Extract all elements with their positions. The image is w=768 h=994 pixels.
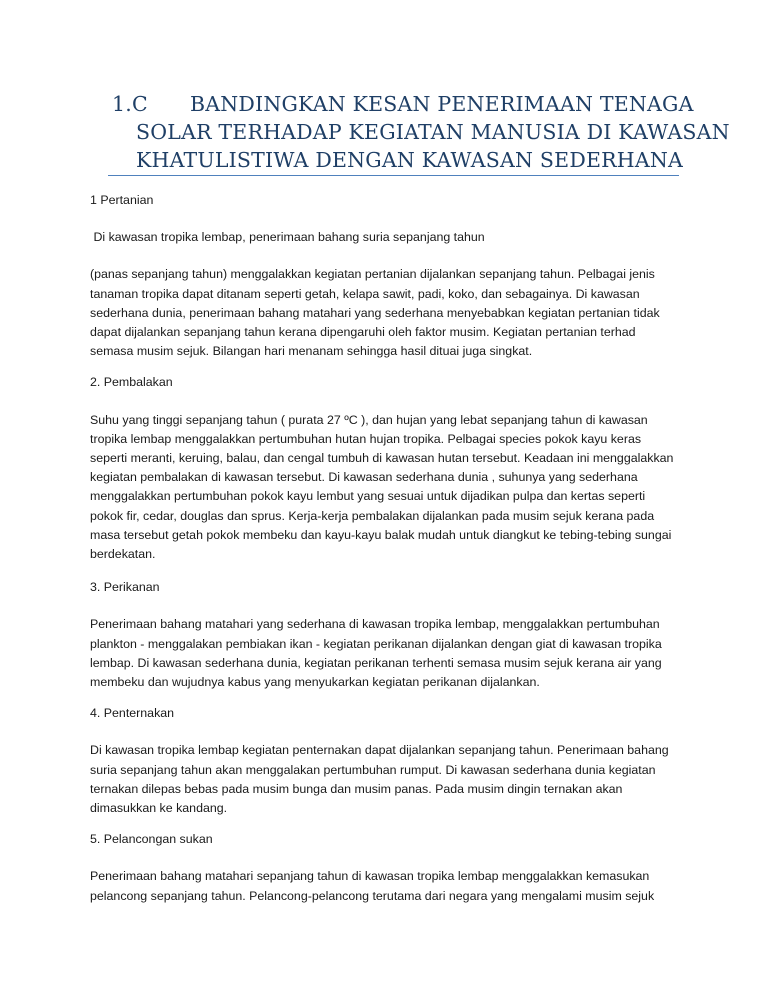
- title-text-1: BANDINGKAN KESAN PENERIMAAN TENAGA: [190, 92, 694, 116]
- title-number: 1.C: [112, 92, 148, 116]
- section-heading: 1 Pertanian: [90, 193, 154, 207]
- title-underline-rule: [108, 175, 679, 176]
- paragraph: Penerimaan bahang matahari sepanjang tahun di kawasan tropika lembap menggalakkan kemasukan pelancong sepanjang tahun. Pelancong-pelancong terutama dari negara yang mengalami musim sejuk: [90, 869, 655, 903]
- section-penternakan: [90, 704, 680, 818]
- document-body: [90, 191, 680, 918]
- paragraph: Di kawasan tropika lembap kegiatan penternakan dapat dijalankan sepanjang tahun. Penerimaan bahang suria sepanjang tahun akan menggalakan pertumbuhan rumput. Di kawasan sederhana dunia kegiatan ternakan dilepas bebas pada musim bunga dan musim panas. Pada musim dingin ternakan akan dimasukkan ke kandang.: [90, 743, 669, 816]
- section-heading: 3. Perikanan: [90, 580, 160, 595]
- section-heading: 2. Pembalakan: [90, 375, 173, 390]
- document-title: [112, 90, 730, 174]
- paragraph: Suhu yang tinggi sepanjang tahun ( purata 27 ºC ), dan hujan yang lebat sepanjang tahun di kawasan tropika lembap menggalakkan pertumbuhan hutan hujan tropika. Pelbagai species pokok kayu keras seperti meranti, keruing, balau, dan cengal tumbuh di kawasan hutan tersebut. Keadaan ini menggalakkan kegiatan pembalakan di kawasan tersebut. Di kawasan sederhana dunia , suhunya yang sederhana menggalakkan pertumbuhan pokok kayu lembut yang sesuai untuk dijadikan pulpa dan kertas seperti pokok fir, cedar, douglas dan sprus. Kerja-kerja pembalakan dijalankan pada musim sejuk kerana pada masa tersebut getah pokok membeku dan kayu-kayu balak mudah untuk diangkut ke tebing-tebing sungai berdekatan.: [90, 412, 674, 562]
- section-pembalakan: [90, 373, 680, 564]
- title-line-3: KHATULISTIWA DENGAN KAWASAN SEDERHANA: [136, 148, 683, 172]
- section-perikanan: [90, 578, 680, 692]
- paragraph: Penerimaan bahang matahari yang sederhana di kawasan tropika lembap, menggalakkan pertumbuhan plankton - menggalakan pembiakan ikan - kegiatan perikanan dijalankan dengan giat di kawasan tropika lembap. Di kawasan sederhana dunia, kegiatan perikanan terhenti semasa musim sejuk kerana air yang membeku dan wujudnya kabus yang menyukarkan kegiatan perikanan dijalankan.: [90, 617, 662, 690]
- paragraph: Di kawasan tropika lembap, penerimaan bahang suria sepanjang tahun: [90, 230, 485, 245]
- paragraph: (panas sepanjang tahun) menggalakkan kegiatan pertanian dijalankan sepanjang tahun. Pelbagai jenis tanaman tropika dapat ditanam seperti getah, kelapa sawit, padi, koko, dan sebagainya. Di kawasan sederhana dunia, penerimaan bahang matahari yang sederhana menyebabkan kegiatan pertanian tidak dapat dijalankan sepanjang tahun kerana dipengaruhi oleh faktor musim. Kegiatan pertanian terhad semasa musim sejuk. Bilangan hari menanam sehingga hasil dituai juga singkat.: [90, 267, 660, 359]
- section-heading: 4. Penternakan: [90, 706, 175, 721]
- title-line-2: SOLAR TERHADAP KEGIATAN MANUSIA DI KAWASAN: [136, 120, 730, 144]
- section-pelancongan-sukan: [90, 830, 680, 906]
- title-line-1: [112, 90, 692, 118]
- section-heading: 5. Pelancongan sukan: [90, 832, 213, 847]
- section-pertanian: [90, 191, 680, 361]
